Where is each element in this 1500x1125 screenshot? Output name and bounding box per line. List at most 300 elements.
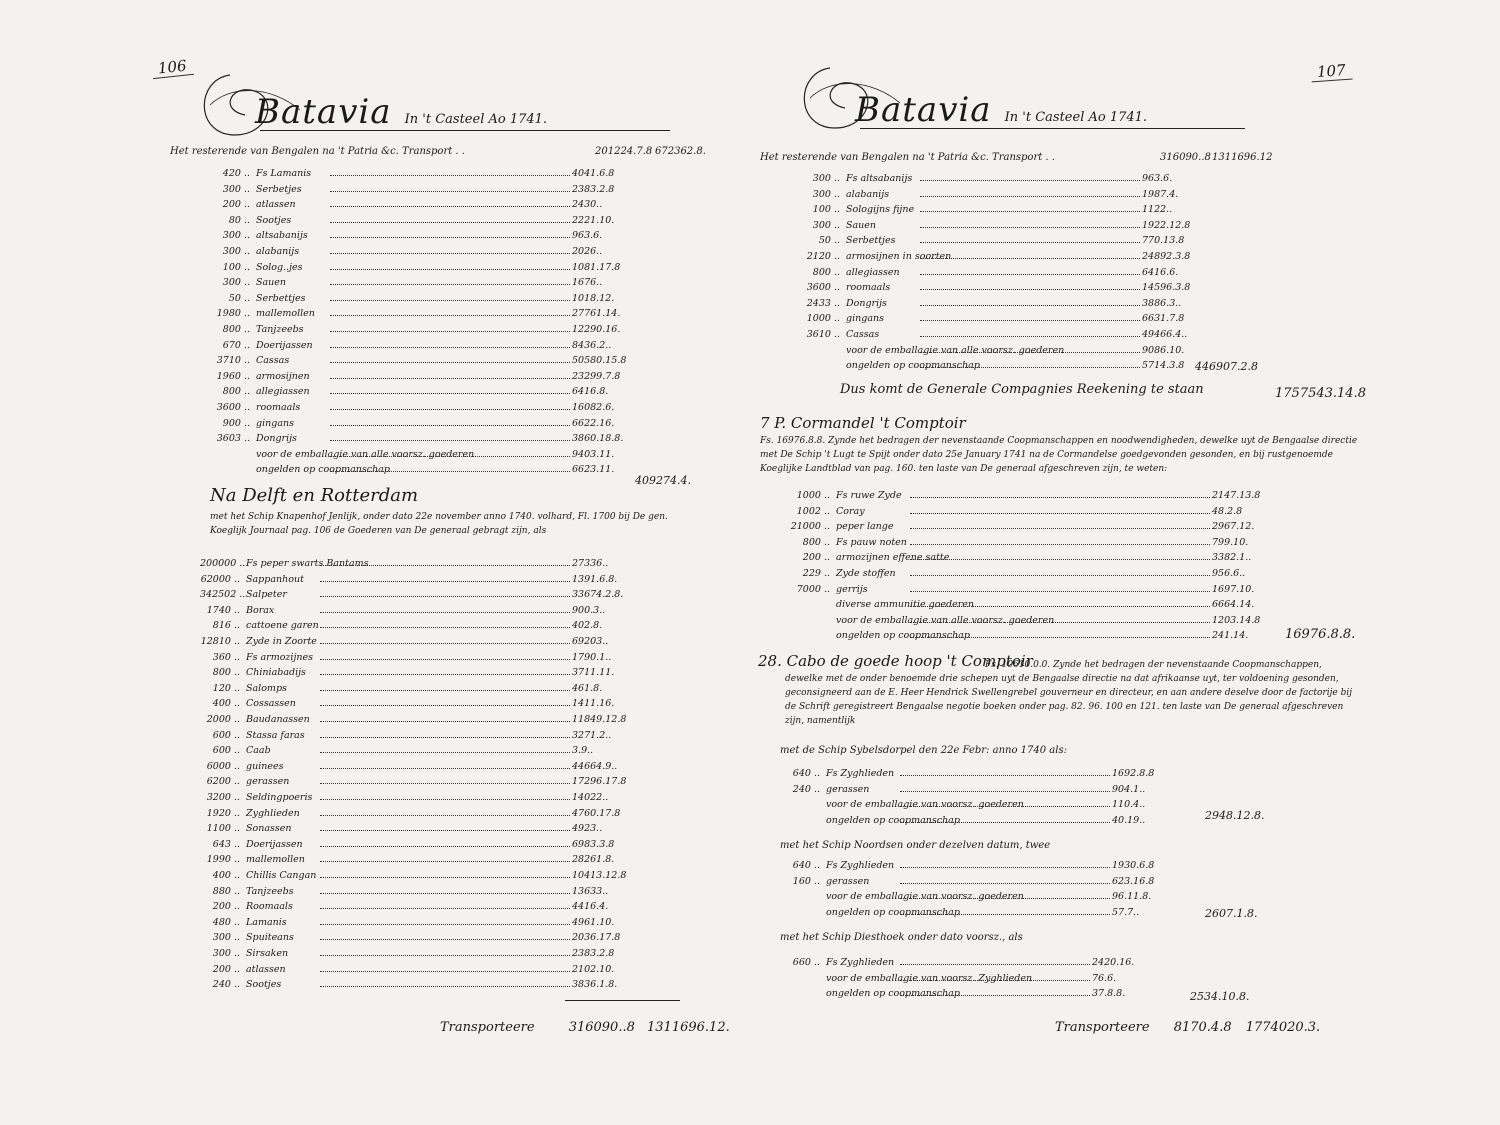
row-quantity: 1960 .. [216,370,250,382]
row-item: ongelden op coopmanschap [846,360,980,372]
ledger-row [200,761,660,772]
row-item: cattoene garen [246,620,319,632]
row-quantity [780,988,820,999]
ledger-row [800,313,1230,324]
ledger-row [200,839,660,850]
row-item: ongelden op coopmanschap [256,464,390,476]
row-amount: 96.11.8. [1112,891,1152,903]
row-quantity [790,615,830,626]
row-leader-dots [320,596,570,597]
row-item: mallemollen [256,308,315,320]
ledger-row [200,652,660,663]
row-quantity [800,360,840,371]
row-leader-dots [900,791,1110,792]
transport-label: Transporteere [440,1020,535,1035]
row-item: atlassen [256,199,296,211]
row-amount: 4760.17.8 [572,807,621,819]
row-quantity [780,891,820,902]
heading-rule [260,130,670,131]
row-amount: 1922.12.8 [1142,219,1191,231]
row-leader-dots [320,861,570,862]
row-item: Serbetjes [256,183,302,195]
bengal-total: 409274.4. [635,474,691,487]
carry-text: Het resterende van Bengalen na 't Patria &c. Transport . . [170,146,465,157]
ledger-row [210,230,660,241]
row-amount: 2026.. [572,246,603,257]
row-quantity: 50 .. [818,235,840,247]
row-leader-dots [920,274,1140,275]
row-item: Sauen [846,219,877,231]
ledger-row [200,667,660,678]
row-quantity: 300 .. [222,246,250,257]
row-item: Baudanassen [246,714,310,725]
ledger-row [800,204,1230,215]
row-leader-dots [320,939,570,940]
ledger-row [200,808,660,819]
ship2-total: 2607.1.8. [1205,907,1258,920]
ledger-row [780,891,1200,902]
row-leader-dots [320,830,570,831]
row-item: gerassen [826,875,870,887]
row-item: Sirsaken [246,948,289,959]
row-item: Lamanis [246,916,287,928]
row-item: gerassen [826,783,870,795]
row-amount: 4961.10. [572,916,615,928]
row-amount: 10413.12.8 [572,870,627,881]
row-amount: 1411.16. [572,698,615,710]
row-leader-dots [910,513,1210,514]
row-quantity: 1990 .. [206,854,240,866]
row-leader-dots [920,258,1140,259]
ledger-row [200,698,660,709]
ledger-row [790,584,1300,595]
row-leader-dots [920,196,1140,197]
ledger-row [780,815,1200,826]
row-amount: 11849.12.8 [572,714,627,725]
row-quantity: 816 .. [212,620,240,632]
carry-amount-2: 1311696.12 [1212,152,1273,163]
ledger-row [780,860,1200,871]
ledger-row [210,308,660,319]
row-amount: 57.7.. [1112,906,1140,918]
ledger-row [200,589,660,600]
row-leader-dots [330,315,570,316]
row-quantity: 229 .. [802,568,830,579]
row-leader-dots [330,191,570,192]
carry-amount: 316090..8 [1160,152,1211,163]
row-amount: 402.8. [572,620,603,632]
row-quantity: 1980 .. [216,308,250,320]
row-quantity: 6000 .. [206,760,240,772]
row-leader-dots [920,367,1140,368]
row-item: voor de emballagie van voorsz. goederen [826,799,1024,811]
row-leader-dots [910,559,1210,560]
row-item: Salpeter [246,589,287,601]
row-quantity: 880 .. [212,885,240,897]
row-amount: 2102.10. [572,963,615,975]
row-leader-dots [900,995,1090,996]
row-item: atlassen [246,963,286,975]
row-amount: 5714.3.8 [1142,360,1185,372]
row-leader-dots [320,690,570,691]
row-quantity [790,599,830,610]
row-leader-dots [900,822,1110,823]
ledger-row [800,220,1230,231]
row-amount: 770.13.8 [1142,235,1185,247]
ledger-row [200,714,660,725]
coromandel-title: 7 P. Cormandel 't Comptoir [760,414,966,432]
row-amount: 241.14. [1212,630,1249,642]
page-heading [255,92,547,132]
row-quantity: 200 .. [212,963,240,975]
row-amount: 1987.4. [1142,188,1179,200]
row-leader-dots [910,606,1210,607]
ledger-row [790,630,1300,641]
ledger-row [210,402,660,413]
ledger-row [200,745,660,756]
row-quantity: 300 .. [812,173,840,184]
ledger-row [790,490,1300,501]
row-amount: 963.6. [1142,173,1173,184]
row-quantity: 6200 .. [206,776,240,788]
row-quantity: 62000 .. [200,573,240,585]
row-amount: 2383.2.8 [572,183,615,195]
ledger-row [210,199,660,210]
row-leader-dots [330,440,570,441]
ledger-row [790,506,1300,517]
row-leader-dots [900,775,1110,776]
row-amount: 461.8. [572,682,603,694]
transport-amount: 8170.4.8 [1173,1020,1232,1035]
row-leader-dots [920,352,1140,353]
row-leader-dots [330,393,570,394]
row-item: armosijnen in soorten [846,251,952,262]
ledger-row [210,449,660,460]
row-leader-dots [910,591,1210,592]
row-leader-dots [920,305,1140,306]
row-leader-dots [320,721,570,722]
ledger-row [200,823,660,834]
row-amount: 900.3.. [572,604,606,616]
row-quantity: 800 .. [812,266,840,278]
row-item: Fs peper swarts Bantams [246,558,369,569]
row-leader-dots [330,425,570,426]
row-item: Zyde in Zoorte [246,636,317,647]
row-leader-dots [920,320,1140,321]
row-amount: 28261.8. [572,854,615,866]
ledger-row [790,521,1300,532]
row-leader-dots [330,347,570,348]
row-amount: 12290.16. [572,324,621,335]
heading-subtitle: In 't Casteel Ao 1741. [1004,110,1148,125]
row-amount: 50580.15.8 [572,355,627,367]
row-item: Tanjzeebs [246,885,294,897]
row-quantity: 640 .. [792,860,820,871]
right-page [750,40,1370,1100]
row-quantity: 670 .. [222,339,250,351]
row-quantity: 660 .. [792,957,820,968]
row-leader-dots [920,242,1140,243]
row-quantity: 120 .. [212,682,240,694]
row-item: Fs altsabanijs [846,173,913,184]
transport-line [440,1020,730,1035]
row-amount: 3836.1.8. [572,979,618,991]
row-item: Caab [246,745,271,757]
row-amount: 6416.8. [572,386,609,398]
row-leader-dots [320,581,570,582]
row-amount: 6622.16. [572,417,615,429]
row-quantity: 1740 .. [206,604,240,616]
row-item: ongelden op coopmanschap [826,988,960,1000]
row-item: Tanjzeebs [256,324,304,335]
row-quantity: 80 .. [228,214,250,226]
row-amount: 956.6.. [1212,568,1246,579]
ledger-row [200,886,660,897]
row-item: mallemollen [246,854,305,866]
row-amount: 2221.10. [572,214,615,226]
row-amount: 14022.. [572,792,609,803]
row-item: Solog..jes [256,261,303,273]
heading-rule [860,128,1245,129]
row-item: altsabanijs [256,230,308,242]
row-quantity: 3710 .. [216,355,250,367]
left-page [140,40,730,1100]
row-leader-dots [910,575,1210,576]
row-amount: 37.8.8. [1092,988,1126,1000]
heading-title: Batavia [255,92,392,132]
row-leader-dots [320,971,570,972]
row-item: diverse ammunitie goederen [836,599,975,611]
row-item: Fs Zyghlieden [826,860,895,871]
row-item: gingans [256,417,294,429]
row-item: armosijnen [256,370,310,382]
ledger-row [200,917,660,928]
ledger-row [200,901,660,912]
row-item: allegiassen [256,386,310,398]
row-amount: 2967.12. [1212,521,1255,533]
ledger-row [210,433,660,444]
row-amount: 3711.11. [572,667,615,679]
row-amount: 6416.6. [1142,266,1179,278]
row-quantity: 300 .. [222,277,250,289]
ledger-row [210,418,660,429]
coromandel-text: Fs. 16976.8.8. Zynde het bedragen der nevenstaande Coopmanschappen en noodwendigheden, dewelke uyt de Bengaalse directie met De Schip 't Lugt te Spijt onder dato 25e January 1741 na de Cormandelse goedgevonden gesonden, en bij rustgenoemde Koeglijke Landtblad van pag. 160. ten laste van De generaal afgeschreven zijn, te weten: [760,436,1358,474]
row-amount: 1081.17.8 [572,261,621,273]
ledger-row [780,957,1180,968]
row-quantity: 50 .. [228,292,250,304]
cabo-title: 28. Cabo de goede hoop 't Comptoir [758,652,1033,670]
ship2-line: met het Schip Noordsen onder dezelven datum, twee [780,840,1051,851]
row-leader-dots [320,565,570,566]
row-quantity [780,799,820,810]
row-item: peper lange [836,521,894,533]
row-leader-dots [900,867,1110,868]
row-item: Zyde stoffen [836,568,896,579]
coromandel-total: 16976.8.8. [1285,627,1356,642]
row-item: gerrijs [836,583,868,595]
row-amount: 76.6. [1092,972,1117,984]
row-amount: 1122.. [1142,204,1173,216]
row-quantity: 800 .. [222,386,250,398]
ledger-row [790,599,1300,610]
row-amount: 6983.3.8 [572,838,615,850]
row-amount: 799.10. [1212,536,1249,548]
ledger-row [210,324,660,335]
row-item: Cossassen [246,698,296,710]
row-item: Dongrijs [256,433,297,445]
row-leader-dots [330,253,570,254]
row-amount: 1692.8.8 [1112,768,1155,779]
transport-label: Transporteere [1055,1020,1150,1035]
ledger-row [780,876,1200,887]
row-amount: 4923.. [572,823,603,835]
row-leader-dots [320,877,570,878]
row-leader-dots [330,471,570,472]
ledger-row [790,537,1300,548]
row-leader-dots [330,237,570,238]
row-leader-dots [320,752,570,753]
row-item: Fs armozijnes [246,651,314,663]
page-number: 106 [151,56,193,79]
row-leader-dots [330,300,570,301]
ledger-row [210,371,660,382]
row-amount: 9403.11. [572,448,615,460]
row-quantity: 900 .. [222,417,250,429]
row-leader-dots [320,705,570,706]
carry-amount: 201224.7.8 [595,146,653,157]
row-amount: 69203.. [572,636,609,647]
ledger-row [800,298,1230,309]
row-quantity: 300 .. [222,183,250,195]
row-quantity: 300 .. [212,932,240,944]
ledger-row [200,792,660,803]
row-item: Seldingpoeris [246,792,313,803]
row-leader-dots [320,674,570,675]
row-amount: 27761.14. [572,308,621,320]
row-amount: 963.6. [572,230,603,242]
row-amount: 110.4.. [1112,799,1146,811]
cabo-text: Fs. 10610.0.0. Zynde het bedragen der nevenstaande Coopmanschappen, dewelke met de onder benoemde drie schepen uyt de Bengaalse directie na dat afrikaanse uyt, ter voldoening gesonden, geconsigneerd aan de E. Heer Hendrick Swellengrebel gouverneur en directeur, en aan andere deselve door de factorije bij de Schrift geregistreert Bengaalse negotie boeken onder pag. 82. 96. 100 en 121. ten laste van De generaal afgeschreven zijn, namentlijk [785,660,1353,726]
row-quantity: 200 .. [802,552,830,564]
ledger-row [200,854,660,865]
ship3-line: met het Schip Diesthoek onder dato voorsz., als [780,932,1023,943]
ledger-row [200,605,660,616]
ledger-row [200,964,660,975]
row-quantity: 360 .. [212,651,240,663]
ledger-row [800,251,1230,262]
row-amount: 6664.14. [1212,599,1255,611]
row-quantity [210,449,250,460]
row-item: Sonassen [246,823,292,835]
row-quantity: 3610 .. [806,329,840,340]
ledger-row [210,355,660,366]
row-amount: 4416.4. [572,901,609,913]
heading-title: Batavia [855,90,992,130]
row-amount: 3382.1.. [1212,552,1252,564]
row-quantity [210,464,250,475]
ledger-row [780,799,1200,810]
row-item: Spuiteans [246,932,294,944]
row-quantity: 400 .. [212,870,240,881]
row-item: Dongrijs [846,297,887,309]
row-leader-dots [330,284,570,285]
row-item: Doerijassen [256,339,313,351]
row-amount: 1676.. [572,277,603,289]
row-leader-dots [910,637,1210,638]
ledger-row [800,173,1230,184]
ledger-row [200,620,660,631]
ledger-row [200,730,660,741]
row-amount: 49466.4.. [1142,329,1188,340]
row-item: Coray [836,505,865,517]
row-amount: 24892.3.8 [1142,251,1191,262]
row-quantity: 2120 .. [806,251,840,262]
row-item: Serbettjes [256,292,306,304]
row-leader-dots [920,289,1140,290]
row-amount: 33674.2.8. [572,589,624,601]
row-item: Roomaals [246,901,293,913]
row-item: Chillis Cangan [246,870,317,881]
row-leader-dots [330,269,570,270]
row-quantity: 160 .. [792,875,820,887]
row-item: ongelden op coopmanschap [836,630,970,642]
row-quantity: 100 .. [812,204,840,216]
row-quantity: 1000 .. [806,313,840,325]
row-leader-dots [320,955,570,956]
row-quantity: 300 .. [812,188,840,200]
row-quantity: 200 .. [212,901,240,913]
row-item: Fs pauw noten [836,536,907,548]
ledger-row [780,907,1200,918]
ledger-row [210,184,660,195]
row-leader-dots [330,456,570,457]
ledger-row [200,979,660,990]
row-leader-dots [320,986,570,987]
row-item: allegiassen [846,266,900,278]
ledger-row [200,776,660,787]
ship3-total: 2534.10.8. [1190,990,1250,1003]
transport-amount: 316090..8 [568,1020,635,1035]
row-quantity: 300 .. [812,219,840,231]
row-quantity: 12810 .. [200,636,240,647]
row-item: voor de emballagie van voorsz. goederen [826,891,1024,903]
row-item: Cassas [846,329,880,340]
ledger-row [800,345,1230,356]
carry-line [170,146,706,157]
row-item: voor de emballagie van alle voorsz. goederen [256,448,475,460]
row-quantity: 1920 .. [206,807,240,819]
row-item: voor de emballagie van voorsz. Zyghlieden [826,972,1033,984]
row-quantity: 800 .. [222,324,250,335]
row-quantity: 2000 .. [206,714,240,725]
row-quantity: 800 .. [802,536,830,548]
row-item: Sauen [256,277,287,289]
row-leader-dots [910,528,1210,529]
row-leader-dots [900,898,1110,899]
row-item: Sappanhout [246,573,304,585]
row-amount: 3860.18.8. [572,433,624,445]
row-amount: 48.2.8 [1212,505,1243,517]
row-item: Borax [246,604,275,616]
row-leader-dots [910,622,1210,623]
row-quantity [800,345,840,356]
row-amount: 2420.16. [1092,957,1135,968]
row-item: Chiniabadijs [246,667,306,679]
row-item: Fs Zyghlieden [826,957,895,968]
row-item: armozijnen effene satte [836,552,950,564]
row-item: guinees [246,760,284,772]
row-amount: 904.1.. [1112,783,1146,795]
